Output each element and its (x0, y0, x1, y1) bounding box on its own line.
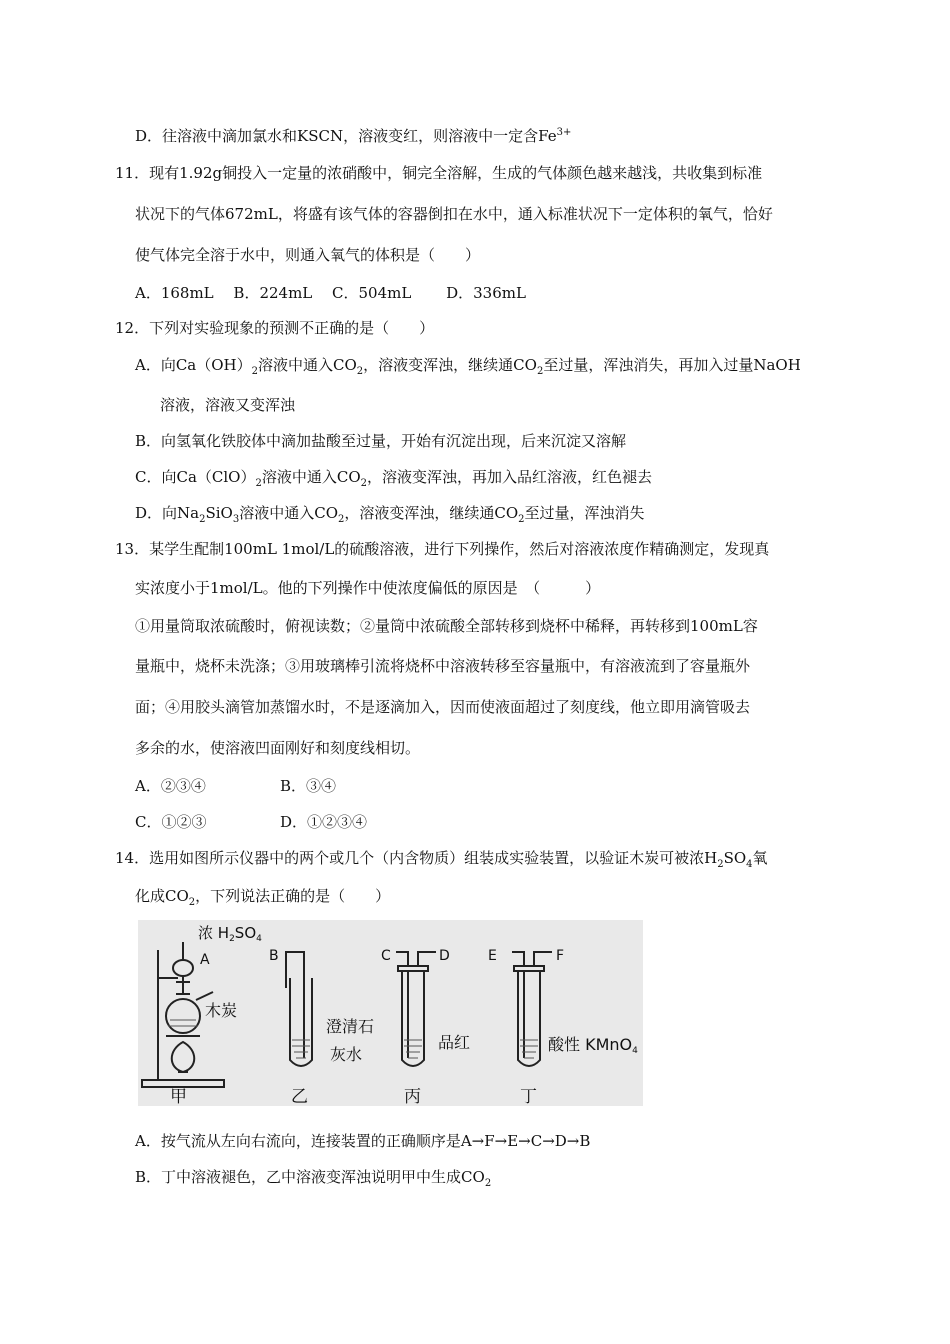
q11-stem-line3: 使气体完全溶于水中，则通入氧气的体积是（ ） (135, 246, 481, 264)
label-c: C (381, 948, 391, 964)
label-yi: 乙 (291, 1087, 308, 1106)
label-ding: 丁 (520, 1087, 537, 1106)
label-f: F (556, 948, 565, 964)
apparatus-figure (138, 920, 643, 1106)
q14-option-a: A．按气流从左向右流向，连接装置的正确顺序是A→F→E→C→D→B (135, 1132, 591, 1150)
alcohol-lamp (172, 1042, 195, 1072)
q13-stem-line4: 量瓶中，烧杯未洗涤；③用玻璃棒引流将烧杯中溶液转移至容量瓶中，有溶液流到了容量瓶外 (135, 657, 751, 675)
q12-option-c: C．向$Ca(ClO)_2$溶液中通入$CO_2$，溶液变浑浊，再加入品红溶液，红色褪去 (135, 468, 653, 489)
q13-option-c: C．①②③ (135, 813, 207, 831)
label-conc-h2so4: 浓 $H_2SO_4$ (198, 924, 262, 944)
q13-stem-line2: 实浓度小于1mol/L。他的下列操作中使浓度偏低的原因是 （ ） (135, 579, 601, 597)
label-jia: 甲 (170, 1087, 187, 1106)
stand-base (142, 1080, 224, 1087)
q12-option-d: D．向$Na_2SiO_3$溶液中通入$CO_2$，溶液变浑浊，继续通$CO_2$至过量，浑浊消失 (135, 504, 645, 525)
q14-stem-line2: 化成$CO_2$，下列说法正确的是（ ） (135, 887, 391, 908)
q13-stem-line1: 13．某学生配制100mL 1mol/L的硫酸溶液，进行下列操作，然后对溶液浓度作精确测定，发现真 (115, 540, 770, 558)
q12-option-a-line1: A．向$Ca(OH)_2$溶液中通入$CO_2$，溶液变浑浊，继续通$CO_2$至过量，浑浊消失，再加入过量NaOH (135, 356, 801, 377)
label-d: D (439, 948, 450, 964)
label-b: B (269, 948, 279, 964)
separatory-funnel (173, 960, 193, 976)
q12-option-a-line2: 溶液，溶液又变浑浊 (160, 396, 296, 414)
q12-option-b: B．向氢氧化铁胶体中滴加盐酸至过量，开始有沉淀出现，后来沉淀又溶解 (135, 432, 627, 450)
label-kmno4: 酸性 KMnO4 (548, 1035, 638, 1056)
round-bottom-flask (166, 999, 200, 1033)
q13-option-d: D．①②③④ (280, 813, 368, 831)
apparatus-drawing (138, 920, 643, 1106)
q13-stem-line5: 面；④用胶头滴管加蒸馏水时，不是逐滴加入，因而使液面超过了刻度线，他立即用滴管吸去 (135, 698, 751, 716)
label-bing: 丙 (404, 1087, 421, 1106)
q14-option-b: B．丁中溶液褪色，乙中溶液变浑浊说明甲中生成$CO_2$ (135, 1168, 492, 1189)
label-e: E (488, 948, 497, 964)
q11-stem-line1: 11．现有1.92g铜投入一定量的浓硝酸中，铜完全溶解，生成的气体颜色越来越浅，共收集到标准 (115, 164, 763, 182)
q13-stem-line3: ①用量筒取浓硫酸时，俯视读数；②量筒中浓硫酸全部转移到烧杯中稀释，再转移到100mL容 (135, 617, 758, 635)
label-limewater-1: 澄清石 (326, 1017, 375, 1036)
q10-option-d: D．往溶液中滴加氯水和KSCN，溶液变红，则溶液中一定含$Fe^{3+}$ (135, 127, 572, 145)
label-limewater-2: 灰水 (330, 1045, 363, 1064)
q14-stem-line1: 14．选用如图所示仪器中的两个或几个（内含物质）组装成实验装置，以验证木炭可被浓$H_2SO_4$氧 (115, 849, 768, 870)
q11-options: A．168mL B．224mL C．504mL D．336mL (135, 284, 526, 302)
test-tube-yi (290, 978, 312, 1066)
q13-option-b: B．③④ (280, 777, 337, 795)
q12-stem: 12．下列对实验现象的预测不正确的是（ ） (115, 319, 435, 337)
q13-option-a: A．②③④ (135, 777, 206, 795)
label-a: A (200, 952, 210, 968)
q11-stem-line2: 状况下的气体672mL，将盛有该气体的容器倒扣在水中，通入标准状况下一定体积的氧气，恰好 (135, 205, 773, 223)
label-charcoal: 木炭 (205, 1001, 238, 1020)
label-fuchsin: 品红 (438, 1033, 471, 1052)
q13-stem-line6: 多余的水，使溶液凹面刚好和刻度线相切。 (135, 739, 421, 757)
